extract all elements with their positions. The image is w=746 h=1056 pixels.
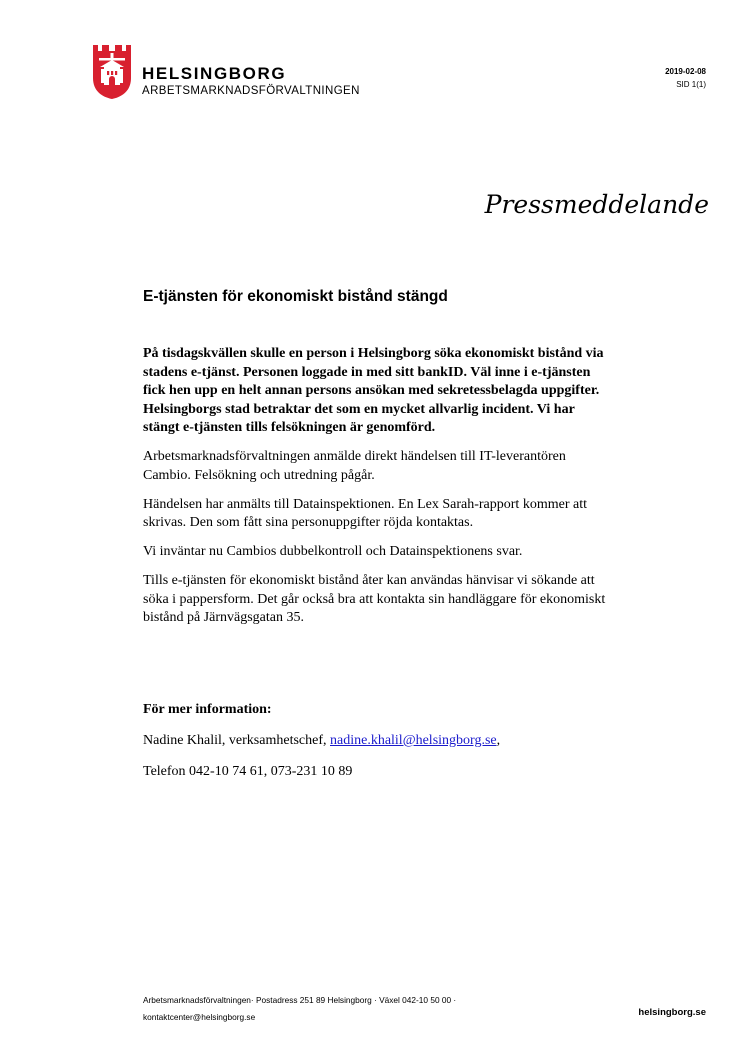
body-paragraph: Händelsen har anmälts till Datainspektionen. En Lex Sarah-rapport kommer att skrivas. Den som fått sina personuppgifter röjda kontaktas. — [143, 496, 587, 530]
footer-line-1: Arbetsmarknadsförvaltningen· Postadress 251 89 Helsingborg · Växel 042-10 50 00 · — [143, 995, 457, 1005]
footer-website: helsingborg.se — [638, 1007, 706, 1018]
contact-person-line — [143, 732, 613, 750]
footer-address — [143, 992, 456, 1026]
contact-section — [143, 701, 613, 794]
department-name: ARBETSMARKNADSFÖRVALTNINGEN — [142, 85, 360, 97]
footer-line-2: kontaktcenter@helsingborg.se — [143, 1012, 256, 1022]
body-paragraph: Arbetsmarknadsförvaltningen anmälde direkt händelsen till IT-leverantören Cambio. Felsökning och utredning pågår. — [143, 449, 566, 483]
lead-paragraph: På tisdagskvällen skulle en person i Helsingborg söka ekonomiskt bistånd via stadens e-tjänst. Personen loggade in med sitt bankID. Väl inne i e-tjänsten fick hen upp en helt annan persons ansökan med sekretessbelagda uppgifter. Helsingborgs stad betraktar det som en mycket allvarlig incident. Vi har stängt e-tjänsten tills felsökningen är genomförd. — [143, 346, 604, 435]
body-paragraph: Vi inväntar nu Cambios dubbelkontroll och Datainspektionens svar. — [143, 544, 523, 559]
contact-email-suffix: , — [496, 733, 501, 748]
page-number: SID 1(1) — [676, 80, 706, 89]
press-release-headline: E-tjänsten för ekonomiskt bistånd stängd — [143, 288, 448, 305]
contact-title: För mer information: — [143, 702, 272, 717]
helsingborg-coat-of-arms-icon — [92, 44, 132, 100]
contact-person: Nadine Khalil, verksamhetschef, — [143, 733, 327, 748]
contact-email-link[interactable]: nadine.khalil@helsingborg.se — [330, 733, 497, 748]
document-date: 2019-02-08 — [665, 67, 706, 76]
contact-phone: Telefon 042-10 74 61, 073-231 10 89 — [143, 764, 353, 779]
body-paragraph: Tills e-tjänsten för ekonomiskt bistånd åter kan användas hänvisar vi sökande att söka i pappersform. Det går också bra att kontakta sin handläggare för ekonomiskt bistånd på Järnvägsgatan 35. — [143, 573, 606, 625]
org-name: HELSINGBORG — [142, 64, 287, 83]
press-release-body — [143, 345, 613, 638]
document-type-title: Pressmeddelande — [484, 190, 709, 219]
